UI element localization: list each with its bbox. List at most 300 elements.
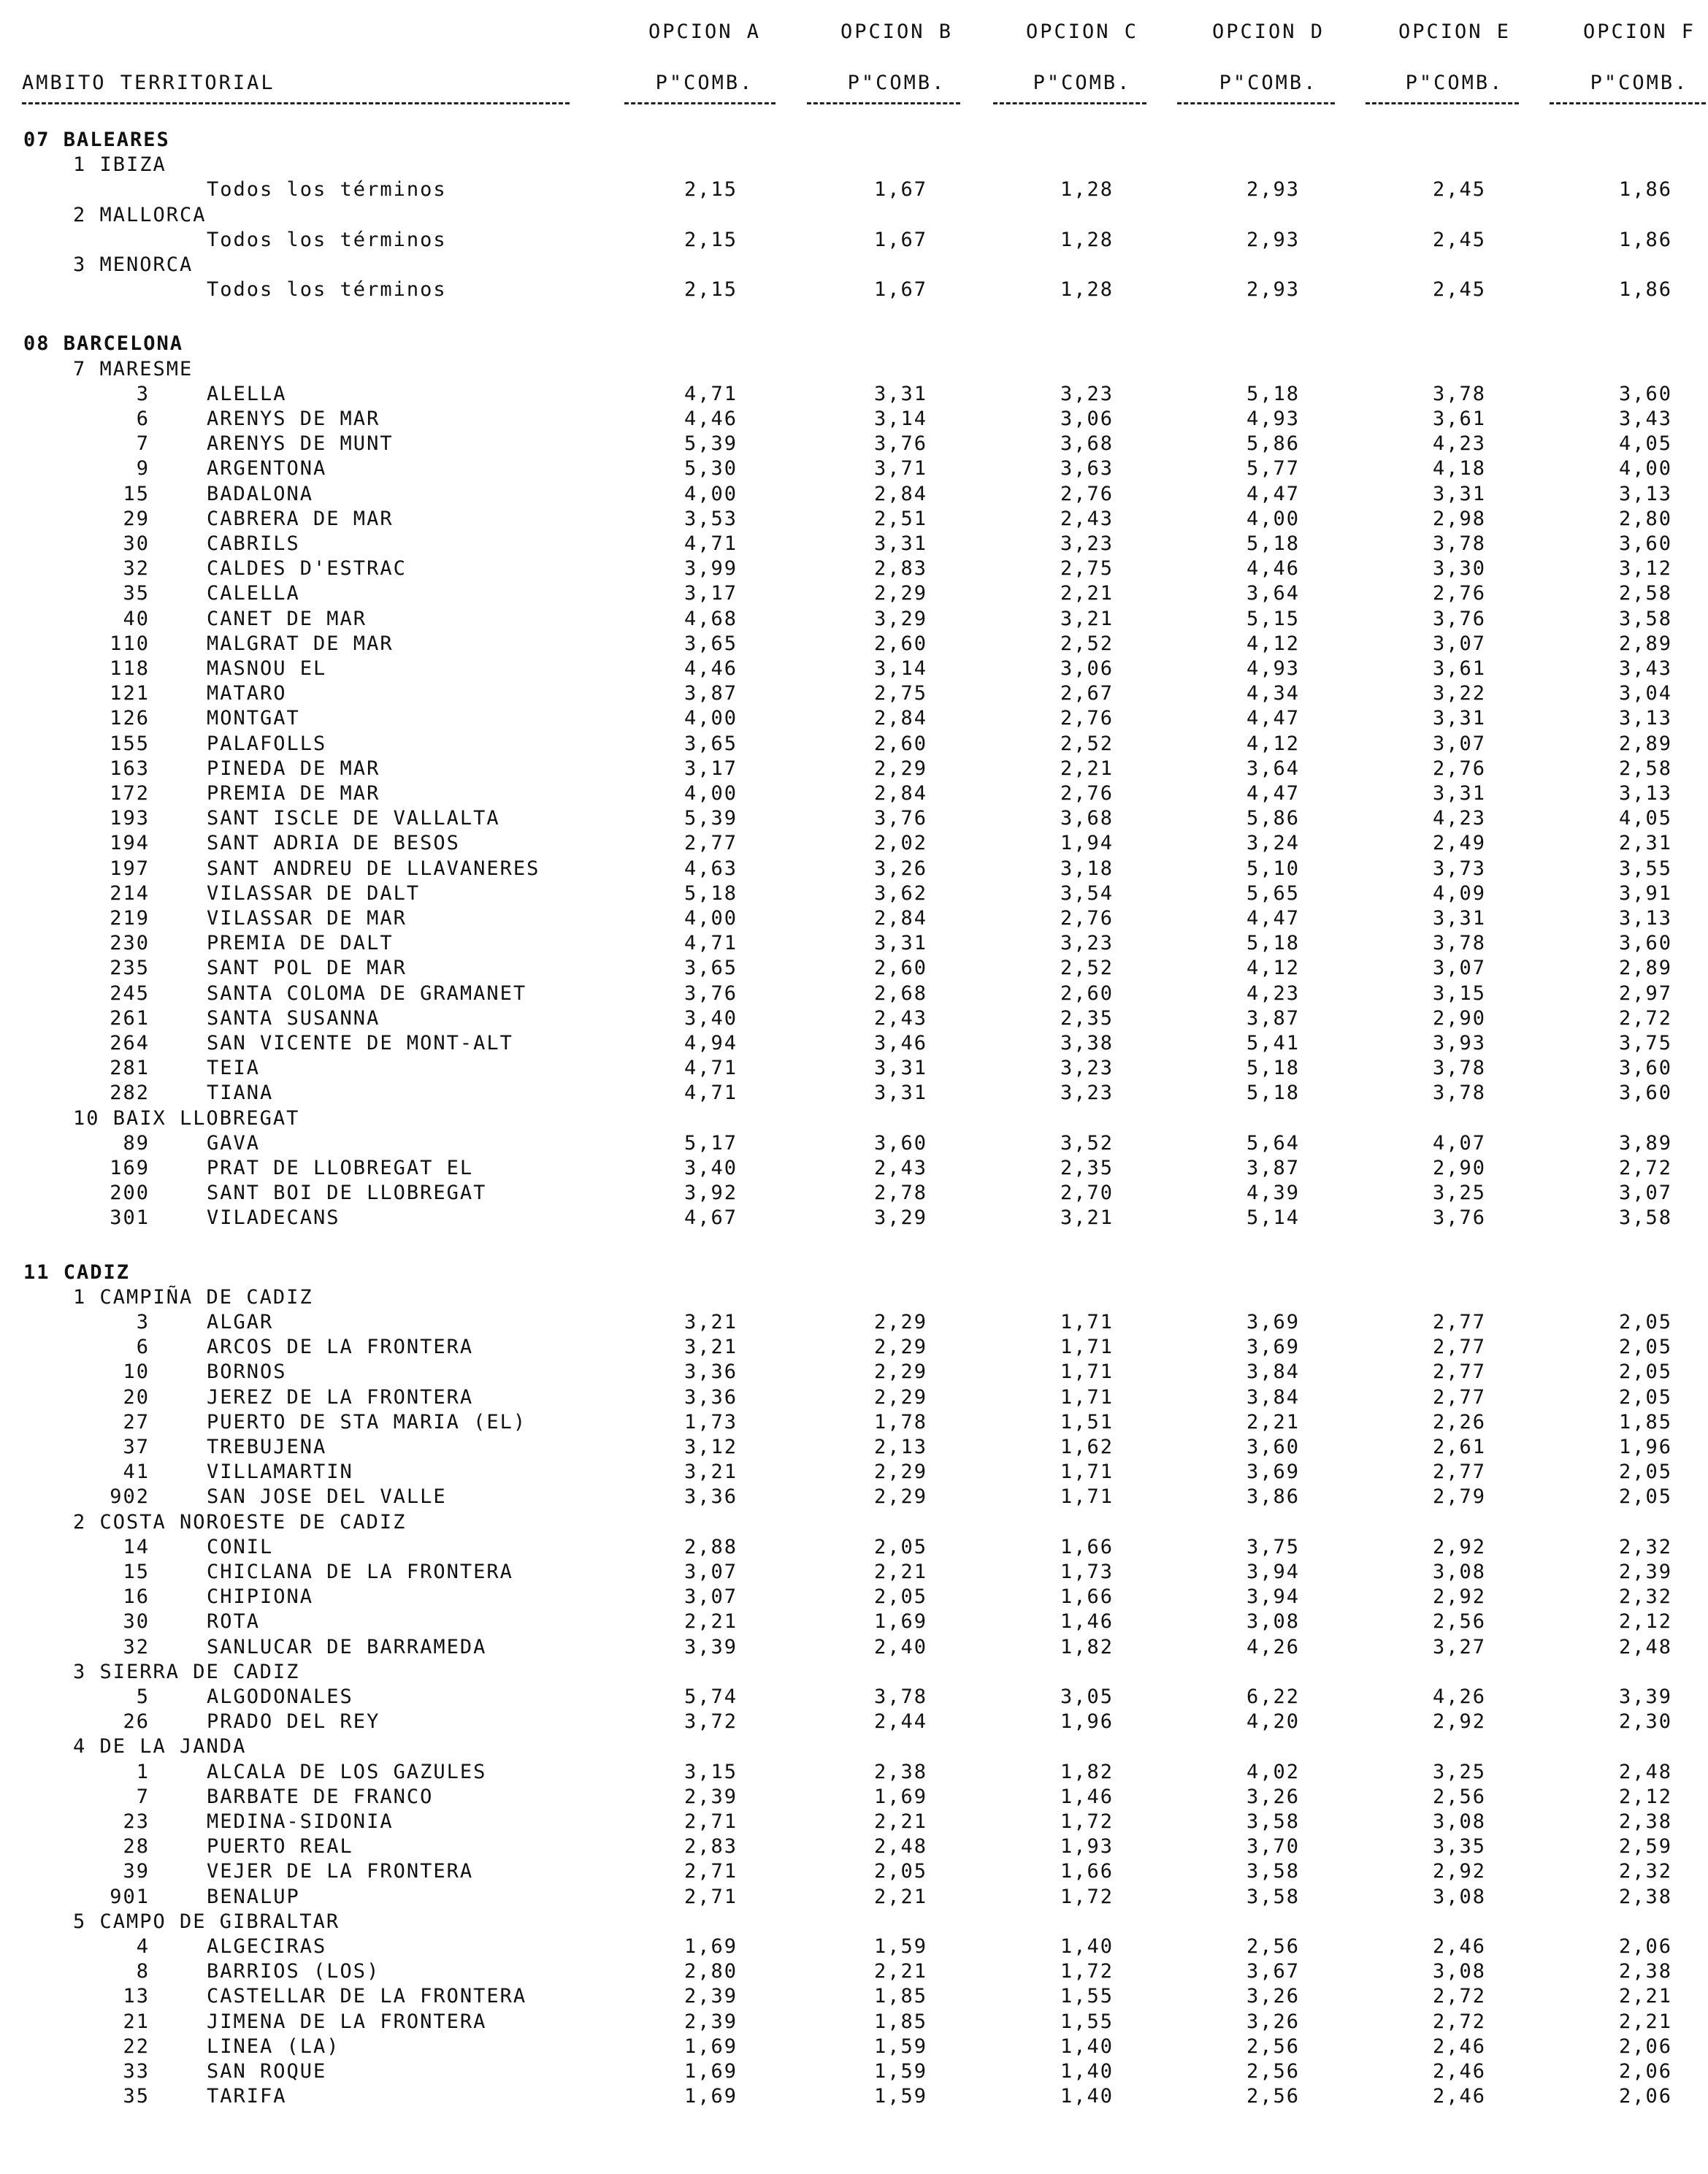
value-cell: 1,73 [683, 1410, 738, 1434]
value-cell: 4,34 [1246, 682, 1300, 705]
value-cell: 2,72 [1432, 2010, 1486, 2033]
value-cell: 3,68 [1060, 807, 1114, 830]
value-cell: 2,21 [873, 1885, 927, 1908]
comarca-heading: 2 MALLORCA [73, 203, 207, 226]
value-cell: 2,02 [873, 832, 927, 855]
value-cell: 2,89 [1618, 957, 1672, 980]
value-cell: 2,83 [683, 1835, 738, 1859]
value-cell: 2,92 [1432, 1860, 1486, 1883]
value-cell: 3,29 [873, 607, 927, 630]
municipality-code: 40 [123, 607, 150, 630]
value-cell: 2,56 [1246, 2085, 1300, 2108]
value-cell: 5,18 [683, 881, 738, 905]
value-cell: 5,65 [1246, 881, 1300, 905]
comarca-heading: 4 DE LA JANDA [73, 1735, 247, 1758]
value-cell: 3,75 [1246, 1535, 1300, 1558]
value-cell: 4,47 [1246, 782, 1300, 805]
value-cell: 2,05 [1618, 1385, 1672, 1409]
value-cell: 3,07 [683, 1585, 738, 1609]
value-cell: 4,47 [1246, 482, 1300, 505]
value-cell: 2,21 [1060, 582, 1114, 605]
municipality-name: JIMENA DE LA FRONTERA [207, 2010, 487, 2033]
value-cell: 2,72 [1432, 1985, 1486, 2008]
municipality-name: SANT BOI DE LLOBREGAT [207, 1182, 487, 1205]
municipality-code: 193 [110, 807, 150, 830]
value-cell: 1,71 [1060, 1311, 1114, 1333]
municipality-name: ALGECIRAS [207, 1935, 327, 1958]
municipality-name: BORNOS [207, 1360, 287, 1384]
value-cell: 1,40 [1060, 2085, 1114, 2108]
value-cell: 1,69 [683, 2060, 738, 2083]
municipality-code: 121 [110, 682, 150, 705]
value-cell: 3,78 [1432, 1057, 1486, 1080]
value-cell: 3,08 [1432, 1561, 1486, 1583]
value-cell: 3,36 [683, 1385, 738, 1409]
value-cell: 2,56 [1246, 2035, 1300, 2058]
municipality-name: SANTA SUSANNA [207, 1006, 380, 1030]
option-subheader: P"COMB. [847, 72, 946, 94]
value-cell: 3,84 [1246, 1360, 1300, 1384]
value-cell: 3,36 [683, 1485, 738, 1509]
value-cell: 1,62 [1060, 1436, 1114, 1458]
municipality-code: 194 [110, 832, 150, 855]
value-cell: 2,60 [873, 957, 927, 980]
value-cell: 2,38 [1618, 1960, 1672, 1983]
municipality-name: Todos los términos [207, 178, 447, 202]
value-cell: 3,23 [1060, 382, 1114, 405]
value-cell: 2,93 [1246, 178, 1300, 202]
value-cell: 2,97 [1618, 981, 1672, 1005]
municipality-name: SANLUCAR DE BARRAMEDA [207, 1635, 487, 1658]
value-cell: 2,29 [873, 1385, 927, 1409]
value-cell: 3,31 [1432, 782, 1486, 805]
value-cell: 4,02 [1246, 1760, 1300, 1783]
value-cell: 2,43 [1060, 507, 1114, 530]
value-cell: 2,45 [1432, 178, 1486, 202]
value-cell: 2,38 [1618, 1810, 1672, 1833]
municipality-code: 3 [136, 382, 150, 405]
municipality-name: CANET DE MAR [207, 607, 367, 630]
option-subheader: P"COMB. [1033, 72, 1132, 94]
value-cell: 2,84 [873, 707, 927, 730]
municipality-name: PREMIA DE MAR [207, 782, 380, 805]
municipality-name: VILLAMARTIN [207, 1461, 353, 1484]
municipality-code: 118 [110, 657, 150, 680]
value-cell: 2,68 [873, 981, 927, 1005]
value-cell: 2,31 [1618, 832, 1672, 855]
value-cell: 2,78 [873, 1182, 927, 1205]
value-cell: 2,75 [873, 682, 927, 705]
value-cell: 2,92 [1432, 1710, 1486, 1734]
value-cell: 3,18 [1060, 857, 1114, 880]
value-cell: 4,00 [1246, 507, 1300, 530]
value-cell: 3,63 [1060, 457, 1114, 481]
value-cell: 2,35 [1060, 1006, 1114, 1030]
value-cell: 2,38 [873, 1760, 927, 1783]
value-cell: 3,08 [1432, 1810, 1486, 1833]
header-rule [624, 102, 776, 104]
municipality-code: 169 [110, 1157, 150, 1179]
value-cell: 1,78 [873, 1410, 927, 1434]
value-cell: 2,26 [1432, 1410, 1486, 1434]
comarca-heading: 1 CAMPIÑA DE CADIZ [73, 1285, 313, 1309]
value-cell: 3,22 [1432, 682, 1486, 705]
value-cell: 2,72 [1618, 1157, 1672, 1179]
value-cell: 4,46 [683, 407, 738, 430]
value-cell: 2,51 [873, 507, 927, 530]
value-cell: 2,45 [1432, 278, 1486, 302]
municipality-name: PRAT DE LLOBREGAT EL [207, 1157, 474, 1179]
header-rule [1177, 102, 1335, 104]
value-cell: 2,15 [683, 228, 738, 251]
value-cell: 4,05 [1618, 432, 1672, 456]
value-cell: 3,46 [873, 1032, 927, 1055]
value-cell: 3,60 [1618, 1057, 1672, 1080]
value-cell: 4,39 [1246, 1182, 1300, 1205]
value-cell: 1,66 [1060, 1860, 1114, 1883]
municipality-name: CABRERA DE MAR [207, 507, 394, 530]
value-cell: 4,26 [1432, 1685, 1486, 1708]
value-cell: 2,29 [873, 1336, 927, 1359]
municipality-code: 245 [110, 981, 150, 1005]
value-cell: 3,76 [683, 981, 738, 1005]
value-cell: 1,59 [873, 2035, 927, 2058]
value-cell: 1,71 [1060, 1360, 1114, 1384]
value-cell: 3,65 [683, 957, 738, 980]
municipality-name: SAN ROQUE [207, 2060, 327, 2083]
value-cell: 1,69 [873, 1785, 927, 1808]
value-cell: 5,41 [1246, 1032, 1300, 1055]
value-cell: 3,91 [1618, 881, 1672, 905]
value-cell: 3,53 [683, 507, 738, 530]
value-cell: 2,05 [873, 1535, 927, 1558]
value-cell: 3,35 [1432, 1835, 1486, 1859]
municipality-name: TREBUJENA [207, 1436, 327, 1458]
value-cell: 3,58 [1246, 1885, 1300, 1908]
value-cell: 4,71 [683, 382, 738, 405]
value-cell: 3,31 [873, 532, 927, 555]
value-cell: 3,12 [683, 1436, 738, 1458]
value-cell: 3,38 [1060, 1032, 1114, 1055]
value-cell: 1,69 [683, 1935, 738, 1958]
option-header: OPCION A [648, 20, 762, 43]
value-cell: 2,35 [1060, 1157, 1114, 1179]
municipality-code: 13 [123, 1985, 150, 2008]
value-cell: 1,69 [873, 1610, 927, 1634]
value-cell: 1,40 [1060, 2035, 1114, 2058]
value-cell: 2,46 [1432, 2035, 1486, 2058]
value-cell: 5,18 [1246, 1057, 1300, 1080]
value-cell: 4,26 [1246, 1635, 1300, 1658]
municipality-name: BARRIOS (LOS) [207, 1960, 380, 1983]
value-cell: 2,29 [873, 1360, 927, 1384]
value-cell: 1,46 [1060, 1785, 1114, 1808]
value-cell: 1,59 [873, 2085, 927, 2108]
value-cell: 3,55 [1618, 857, 1672, 880]
municipality-name: LINEA (LA) [207, 2035, 340, 2058]
header-rule [1550, 102, 1706, 104]
municipality-name: CHIPIONA [207, 1585, 314, 1609]
municipality-name: ALGODONALES [207, 1685, 353, 1708]
value-cell: 3,13 [1618, 482, 1672, 505]
municipality-name: CASTELLAR DE LA FRONTERA [207, 1985, 527, 2008]
municipality-name: Todos los términos [207, 278, 447, 302]
header-rule [807, 102, 960, 104]
municipality-code: 902 [110, 1485, 150, 1509]
municipality-name: TEIA [207, 1057, 261, 1080]
value-cell: 3,27 [1432, 1635, 1486, 1658]
municipality-code: 901 [110, 1885, 150, 1908]
value-cell: 4,47 [1246, 907, 1300, 930]
value-cell: 4,93 [1246, 657, 1300, 680]
value-cell: 3,70 [1246, 1835, 1300, 1859]
municipality-name: SANT ISCLE DE VALLALTA [207, 807, 500, 830]
value-cell: 3,62 [873, 881, 927, 905]
value-cell: 3,73 [1432, 857, 1486, 880]
value-cell: 3,31 [873, 382, 927, 405]
value-cell: 3,08 [1432, 1885, 1486, 1908]
value-cell: 2,52 [1060, 957, 1114, 980]
value-cell: 2,77 [683, 832, 738, 855]
municipality-name: MONTGAT [207, 707, 300, 730]
value-cell: 3,31 [873, 932, 927, 955]
value-cell: 3,60 [1618, 932, 1672, 955]
value-cell: 4,00 [683, 782, 738, 805]
value-cell: 1,28 [1060, 278, 1114, 302]
value-cell: 4,12 [1246, 632, 1300, 655]
value-cell: 3,23 [1060, 1057, 1114, 1080]
value-cell: 3,72 [683, 1710, 738, 1734]
municipality-code: 35 [123, 2085, 150, 2108]
municipality-name: PUERTO REAL [207, 1835, 353, 1859]
value-cell: 1,69 [683, 2035, 738, 2058]
municipality-name: ARENYS DE MUNT [207, 432, 394, 456]
value-cell: 1,28 [1060, 228, 1114, 251]
municipality-name: CONIL [207, 1535, 274, 1558]
municipality-name: Todos los términos [207, 228, 447, 251]
value-cell: 2,60 [1060, 981, 1114, 1005]
value-cell: 3,13 [1618, 707, 1672, 730]
value-cell: 2,48 [873, 1835, 927, 1859]
value-cell: 1,28 [1060, 178, 1114, 202]
municipality-code: 3 [136, 1311, 150, 1333]
value-cell: 2,56 [1432, 1610, 1486, 1634]
municipality-code: 21 [123, 2010, 150, 2033]
value-cell: 2,77 [1432, 1336, 1486, 1359]
municipality-code: 27 [123, 1410, 150, 1434]
option-header: OPCION F [1582, 20, 1696, 43]
value-cell: 4,71 [683, 532, 738, 555]
province-heading: 08 BARCELONA [23, 332, 184, 356]
value-cell: 2,38 [1618, 1885, 1672, 1908]
value-cell: 2,39 [683, 2010, 738, 2033]
municipality-name: SAN VICENTE DE MONT-ALT [207, 1032, 513, 1055]
value-cell: 3,30 [1432, 557, 1486, 581]
value-cell: 3,40 [683, 1006, 738, 1030]
value-cell: 2,39 [683, 1985, 738, 2008]
municipality-code: 7 [136, 432, 150, 456]
value-cell: 2,89 [1618, 732, 1672, 755]
municipality-name: TARIFA [207, 2085, 287, 2108]
value-cell: 3,86 [1246, 1485, 1300, 1509]
value-cell: 3,54 [1060, 881, 1114, 905]
value-cell: 2,71 [683, 1885, 738, 1908]
value-cell: 2,79 [1432, 1485, 1486, 1509]
value-cell: 1,85 [873, 2010, 927, 2033]
header-rule [993, 102, 1146, 104]
value-cell: 3,04 [1618, 682, 1672, 705]
value-cell: 3,26 [1246, 2010, 1300, 2033]
value-cell: 3,78 [1432, 932, 1486, 955]
value-cell: 3,21 [1060, 607, 1114, 630]
municipality-code: 15 [123, 482, 150, 505]
value-cell: 1,85 [1618, 1410, 1672, 1434]
value-cell: 3,76 [1432, 1206, 1486, 1230]
value-cell: 3,64 [1246, 757, 1300, 780]
comarca-heading: 2 COSTA NOROESTE DE CADIZ [73, 1510, 407, 1534]
value-cell: 2,29 [873, 1311, 927, 1333]
value-cell: 3,87 [1246, 1006, 1300, 1030]
value-cell: 2,12 [1618, 1610, 1672, 1634]
value-cell: 2,15 [683, 278, 738, 302]
municipality-code: 14 [123, 1535, 150, 1558]
value-cell: 2,70 [1060, 1182, 1114, 1205]
municipality-name: CABRILS [207, 532, 300, 555]
municipality-name: PINEDA DE MAR [207, 757, 380, 780]
value-cell: 1,71 [1060, 1461, 1114, 1484]
value-cell: 3,07 [1432, 957, 1486, 980]
value-cell: 4,94 [683, 1032, 738, 1055]
municipality-code: 197 [110, 857, 150, 880]
value-cell: 1,96 [1060, 1710, 1114, 1734]
value-cell: 3,07 [683, 1561, 738, 1583]
value-cell: 5,39 [683, 432, 738, 456]
header-rule [1366, 102, 1519, 104]
municipality-code: 41 [123, 1461, 150, 1484]
value-cell: 4,63 [683, 857, 738, 880]
value-cell: 3,78 [1432, 532, 1486, 555]
value-cell: 1,86 [1618, 228, 1672, 251]
value-cell: 2,29 [873, 582, 927, 605]
municipality-code: 32 [123, 1635, 150, 1658]
value-cell: 3,78 [1432, 382, 1486, 405]
municipality-code: 200 [110, 1182, 150, 1205]
comarca-heading: 10 BAIX LLOBREGAT [73, 1106, 300, 1130]
value-cell: 2,21 [873, 1561, 927, 1583]
value-cell: 2,52 [1060, 732, 1114, 755]
value-cell: 2,40 [873, 1635, 927, 1658]
value-cell: 1,72 [1060, 1885, 1114, 1908]
value-cell: 3,94 [1246, 1585, 1300, 1609]
value-cell: 4,71 [683, 932, 738, 955]
value-cell: 3,06 [1060, 657, 1114, 680]
value-cell: 2,84 [873, 782, 927, 805]
municipality-code: 26 [123, 1710, 150, 1734]
value-cell: 2,05 [873, 1860, 927, 1883]
municipality-code: 4 [136, 1935, 150, 1958]
value-cell: 3,15 [683, 1760, 738, 1783]
value-cell: 2,56 [1432, 1785, 1486, 1808]
municipality-code: 155 [110, 732, 150, 755]
value-cell: 3,65 [683, 632, 738, 655]
value-cell: 6,22 [1246, 1685, 1300, 1708]
municipality-name: VILASSAR DE MAR [207, 907, 407, 930]
municipality-code: 6 [136, 1336, 150, 1359]
value-cell: 1,67 [873, 228, 927, 251]
value-cell: 3,39 [1618, 1685, 1672, 1708]
value-cell: 2,43 [873, 1006, 927, 1030]
municipality-code: 172 [110, 782, 150, 805]
value-cell: 1,69 [683, 2085, 738, 2108]
value-cell: 3,61 [1432, 657, 1486, 680]
value-cell: 2,76 [1432, 582, 1486, 605]
value-cell: 2,71 [683, 1810, 738, 1833]
municipality-code: 15 [123, 1561, 150, 1583]
option-subheader: P"COMB. [1405, 72, 1504, 94]
value-cell: 3,58 [1618, 1206, 1672, 1230]
value-cell: 2,90 [1432, 1006, 1486, 1030]
municipality-code: 23 [123, 1810, 150, 1833]
value-cell: 2,06 [1618, 2085, 1672, 2108]
value-cell: 2,46 [1432, 1935, 1486, 1958]
municipality-code: 163 [110, 757, 150, 780]
value-cell: 2,67 [1060, 682, 1114, 705]
value-cell: 4,12 [1246, 732, 1300, 755]
municipality-code: 235 [110, 957, 150, 980]
municipality-name: ARCOS DE LA FRONTERA [207, 1336, 474, 1359]
value-cell: 2,06 [1618, 2035, 1672, 2058]
value-cell: 2,77 [1432, 1461, 1486, 1484]
value-cell: 2,76 [1432, 757, 1486, 780]
value-cell: 2,05 [873, 1585, 927, 1609]
value-cell: 1,72 [1060, 1960, 1114, 1983]
value-cell: 2,93 [1246, 278, 1300, 302]
value-cell: 2,77 [1432, 1311, 1486, 1333]
value-cell: 2,56 [1246, 2060, 1300, 2083]
province-heading: 07 BALEARES [23, 129, 170, 151]
value-cell: 3,84 [1246, 1385, 1300, 1409]
value-cell: 4,12 [1246, 957, 1300, 980]
municipality-code: 16 [123, 1585, 150, 1609]
value-cell: 2,32 [1618, 1535, 1672, 1558]
value-cell: 3,58 [1246, 1860, 1300, 1883]
value-cell: 5,64 [1246, 1131, 1300, 1155]
value-cell: 3,14 [873, 407, 927, 430]
value-cell: 2,15 [683, 178, 738, 202]
value-cell: 3,24 [1246, 832, 1300, 855]
value-cell: 3,25 [1432, 1760, 1486, 1783]
value-cell: 3,87 [1246, 1157, 1300, 1179]
value-cell: 3,60 [873, 1131, 927, 1155]
municipality-code: 7 [136, 1785, 150, 1808]
value-cell: 1,72 [1060, 1810, 1114, 1833]
value-cell: 3,26 [873, 857, 927, 880]
value-cell: 3,21 [1060, 1206, 1114, 1230]
value-cell: 1,67 [873, 178, 927, 202]
comarca-heading: 3 MENORCA [73, 253, 194, 276]
value-cell: 1,40 [1060, 2060, 1114, 2083]
value-cell: 2,46 [1432, 2060, 1486, 2083]
value-cell: 4,47 [1246, 707, 1300, 730]
value-cell: 2,46 [1432, 2085, 1486, 2108]
value-cell: 2,39 [683, 1785, 738, 1808]
value-cell: 2,59 [1618, 1835, 1672, 1859]
value-cell: 3,31 [1432, 707, 1486, 730]
value-cell: 5,30 [683, 457, 738, 481]
value-cell: 3,52 [1060, 1131, 1114, 1155]
value-cell: 3,99 [683, 557, 738, 581]
province-heading: 11 CADIZ [23, 1260, 131, 1284]
